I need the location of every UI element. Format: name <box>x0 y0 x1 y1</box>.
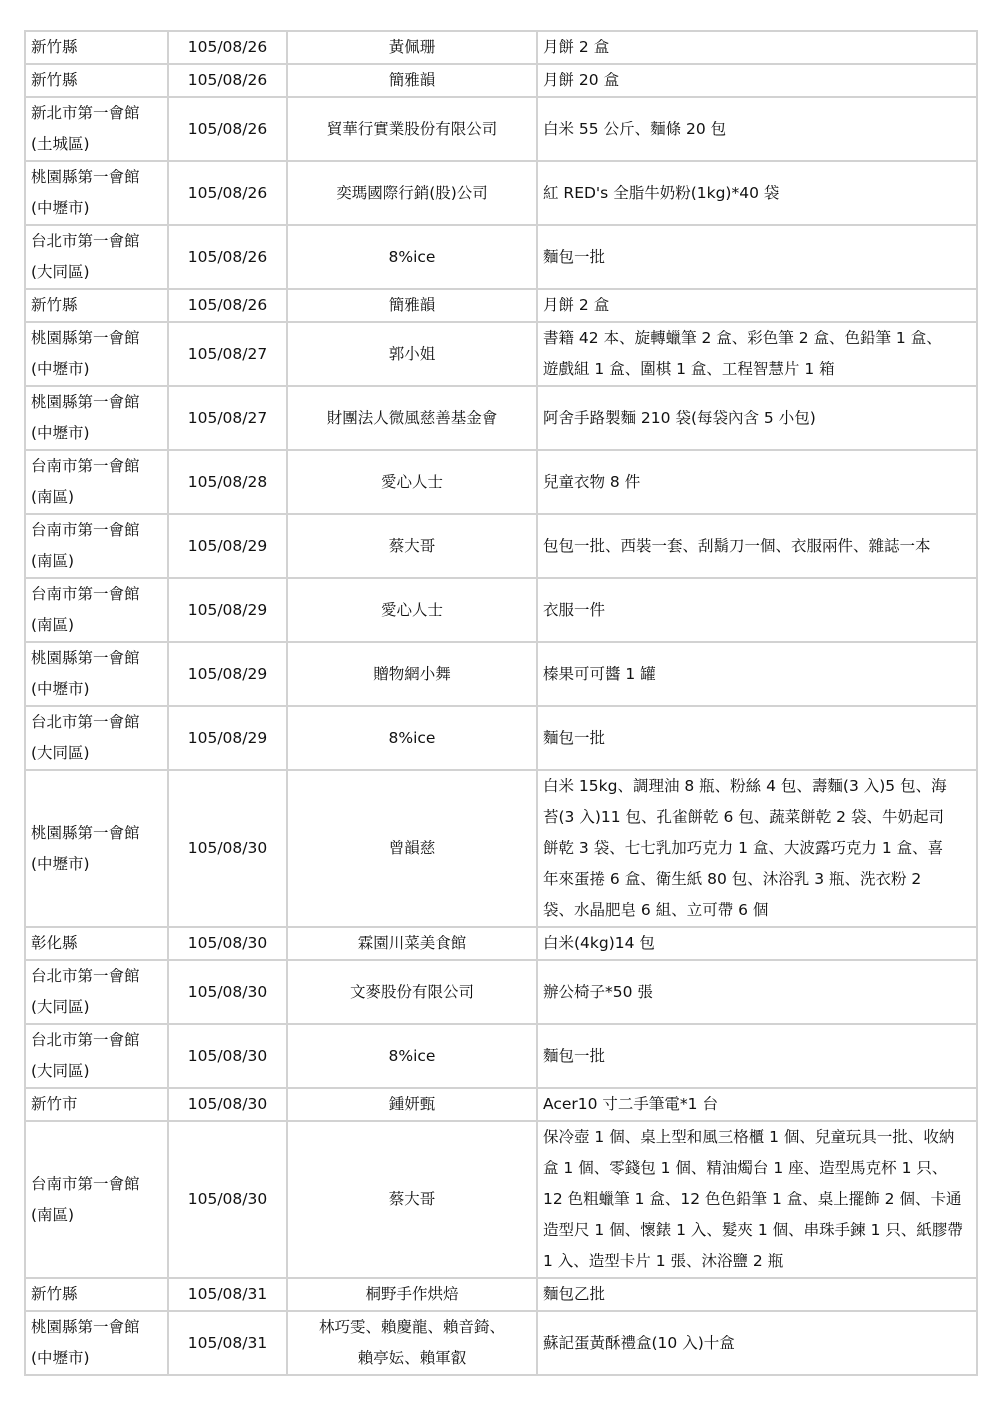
donated-items-cell: Acer10 寸二手筆電*1 台 <box>537 1088 977 1121</box>
donated-items-cell: 榛果可可醬 1 罐 <box>537 642 977 706</box>
donor-cell: 愛心人士 <box>287 578 537 642</box>
location-cell: 台南市第一會館 (南區) <box>25 450 168 514</box>
date-cell: 105/08/26 <box>168 161 287 225</box>
location-cell: 台北市第一會館 (大同區) <box>25 225 168 289</box>
table-row <box>25 927 977 960</box>
table-row <box>25 514 977 578</box>
date-cell: 105/08/29 <box>168 578 287 642</box>
location-cell: 桃園縣第一會館 (中壢市) <box>25 161 168 225</box>
donated-items-cell: 麵包一批 <box>537 706 977 770</box>
date-cell: 105/08/26 <box>168 97 287 161</box>
donor-cell: 8%ice <box>287 225 537 289</box>
donor-cell: 贈物網小舞 <box>287 642 537 706</box>
date-cell: 105/08/30 <box>168 960 287 1024</box>
donated-items-cell: 白米 15kg、調理油 8 瓶、粉絲 4 包、壽麵(3 入)5 包、海 苔(3 入)11 包、孔雀餅乾 6 包、蔬菜餅乾 2 袋、牛奶起司 餅乾 3 袋、七七乳加巧克力 1 盒、大波露巧克力 1 盒、喜 年來蛋捲 6 盒、衛生紙 80 包、沐浴乳 3 瓶、洗衣粉 2 袋、水晶肥皂 6 組、立可帶 6 個 <box>537 770 977 927</box>
table-row <box>25 64 977 97</box>
donated-items-cell: 麵包一批 <box>537 225 977 289</box>
location-cell: 桃園縣第一會館 (中壢市) <box>25 642 168 706</box>
donor-cell: 簡雅韻 <box>287 64 537 97</box>
table-row <box>25 161 977 225</box>
donated-items-cell: 紅 RED's 全脂牛奶粉(1kg)*40 袋 <box>537 161 977 225</box>
date-cell: 105/08/29 <box>168 642 287 706</box>
location-cell: 桃園縣第一會館 (中壢市) <box>25 1311 168 1375</box>
location-cell: 台北市第一會館 (大同區) <box>25 960 168 1024</box>
location-cell: 桃園縣第一會館 (中壢市) <box>25 770 168 927</box>
date-cell: 105/08/29 <box>168 514 287 578</box>
location-cell: 台南市第一會館 (南區) <box>25 1121 168 1278</box>
donor-cell: 簡雅韻 <box>287 289 537 322</box>
location-cell: 新竹縣 <box>25 1278 168 1311</box>
donor-cell: 蔡大哥 <box>287 514 537 578</box>
table-row <box>25 1311 977 1375</box>
donated-items-cell: 麵包一批 <box>537 1024 977 1088</box>
location-cell: 新竹縣 <box>25 289 168 322</box>
donated-items-cell: 蘇記蛋黃酥禮盒(10 入)十盒 <box>537 1311 977 1375</box>
donor-cell: 8%ice <box>287 706 537 770</box>
location-cell: 新竹縣 <box>25 64 168 97</box>
location-cell: 台北市第一會館 (大同區) <box>25 1024 168 1088</box>
donated-items-cell: 白米(4kg)14 包 <box>537 927 977 960</box>
donated-items-cell: 衣服一件 <box>537 578 977 642</box>
table-row <box>25 578 977 642</box>
table-row <box>25 450 977 514</box>
table-row <box>25 1278 977 1311</box>
donated-items-cell: 月餅 2 盒 <box>537 289 977 322</box>
donated-items-cell: 保冷壺 1 個、桌上型和風三格櫃 1 個、兒童玩具一批、收納 盒 1 個、零錢包 1 個、精油燭台 1 座、造型馬克杯 1 只、 12 色粗蠟筆 1 盒、12 色色鉛筆 1 盒、桌上擺飾 2 個、卡通 造型尺 1 個、懷錶 1 入、髮夾 1 個、串珠手鍊 1 只、紙膠帶 1 入、造型卡片 1 張、沐浴鹽 2 瓶 <box>537 1121 977 1278</box>
date-cell: 105/08/30 <box>168 1121 287 1278</box>
date-cell: 105/08/26 <box>168 64 287 97</box>
donor-cell: 桐野手作烘焙 <box>287 1278 537 1311</box>
donor-cell: 奕瑪國際行銷(股)公司 <box>287 161 537 225</box>
table-row <box>25 386 977 450</box>
table-row <box>25 225 977 289</box>
table-row <box>25 31 977 64</box>
donor-cell: 文麥股份有限公司 <box>287 960 537 1024</box>
donated-items-cell: 書籍 42 本、旋轉蠟筆 2 盒、彩色筆 2 盒、色鉛筆 1 盒、 遊戲組 1 盒、圍棋 1 盒、工程智慧片 1 箱 <box>537 322 977 386</box>
table-row <box>25 770 977 927</box>
date-cell: 105/08/26 <box>168 225 287 289</box>
table-row <box>25 97 977 161</box>
donor-cell: 愛心人士 <box>287 450 537 514</box>
date-cell: 105/08/27 <box>168 322 287 386</box>
location-cell: 桃園縣第一會館 (中壢市) <box>25 386 168 450</box>
date-cell: 105/08/30 <box>168 927 287 960</box>
table-row <box>25 1121 977 1278</box>
location-cell: 新竹縣 <box>25 31 168 64</box>
donated-items-cell: 麵包乙批 <box>537 1278 977 1311</box>
table-row <box>25 1088 977 1121</box>
donated-items-cell: 阿舍手路製麵 210 袋(每袋內含 5 小包) <box>537 386 977 450</box>
location-cell: 新北市第一會館 (土城區) <box>25 97 168 161</box>
date-cell: 105/08/28 <box>168 450 287 514</box>
donated-items-cell: 辦公椅子*50 張 <box>537 960 977 1024</box>
location-cell: 彰化縣 <box>25 927 168 960</box>
donor-cell: 貿華行實業股份有限公司 <box>287 97 537 161</box>
date-cell: 105/08/30 <box>168 1088 287 1121</box>
donor-cell: 霖園川菜美食館 <box>287 927 537 960</box>
donated-items-cell: 月餅 2 盒 <box>537 31 977 64</box>
donor-cell: 郭小姐 <box>287 322 537 386</box>
table-body <box>25 31 977 1375</box>
donated-items-cell: 包包一批、西裝一套、刮鬍刀一個、衣服兩件、雜誌一本 <box>537 514 977 578</box>
table-row <box>25 960 977 1024</box>
date-cell: 105/08/30 <box>168 770 287 927</box>
donor-cell: 曾韻慈 <box>287 770 537 927</box>
donor-cell: 鍾妍甄 <box>287 1088 537 1121</box>
date-cell: 105/08/31 <box>168 1311 287 1375</box>
donor-cell: 8%ice <box>287 1024 537 1088</box>
table-row <box>25 322 977 386</box>
donor-cell: 黃佩珊 <box>287 31 537 64</box>
date-cell: 105/08/30 <box>168 1024 287 1088</box>
table-row <box>25 642 977 706</box>
date-cell: 105/08/27 <box>168 386 287 450</box>
location-cell: 桃園縣第一會館 (中壢市) <box>25 322 168 386</box>
location-cell: 台北市第一會館 (大同區) <box>25 706 168 770</box>
date-cell: 105/08/26 <box>168 31 287 64</box>
location-cell: 台南市第一會館 (南區) <box>25 578 168 642</box>
location-cell: 台南市第一會館 (南區) <box>25 514 168 578</box>
donor-cell: 財團法人微風慈善基金會 <box>287 386 537 450</box>
donated-items-cell: 兒童衣物 8 件 <box>537 450 977 514</box>
date-cell: 105/08/31 <box>168 1278 287 1311</box>
donation-records-table <box>24 30 978 1376</box>
date-cell: 105/08/29 <box>168 706 287 770</box>
table-row <box>25 1024 977 1088</box>
location-cell: 新竹市 <box>25 1088 168 1121</box>
donated-items-cell: 白米 55 公斤、麵條 20 包 <box>537 97 977 161</box>
donor-cell: 蔡大哥 <box>287 1121 537 1278</box>
donor-cell: 林巧雯、賴慶龍、賴音錡、 賴亭妘、賴軍叡 <box>287 1311 537 1375</box>
table-row <box>25 289 977 322</box>
table-row <box>25 706 977 770</box>
donated-items-cell: 月餅 20 盒 <box>537 64 977 97</box>
date-cell: 105/08/26 <box>168 289 287 322</box>
